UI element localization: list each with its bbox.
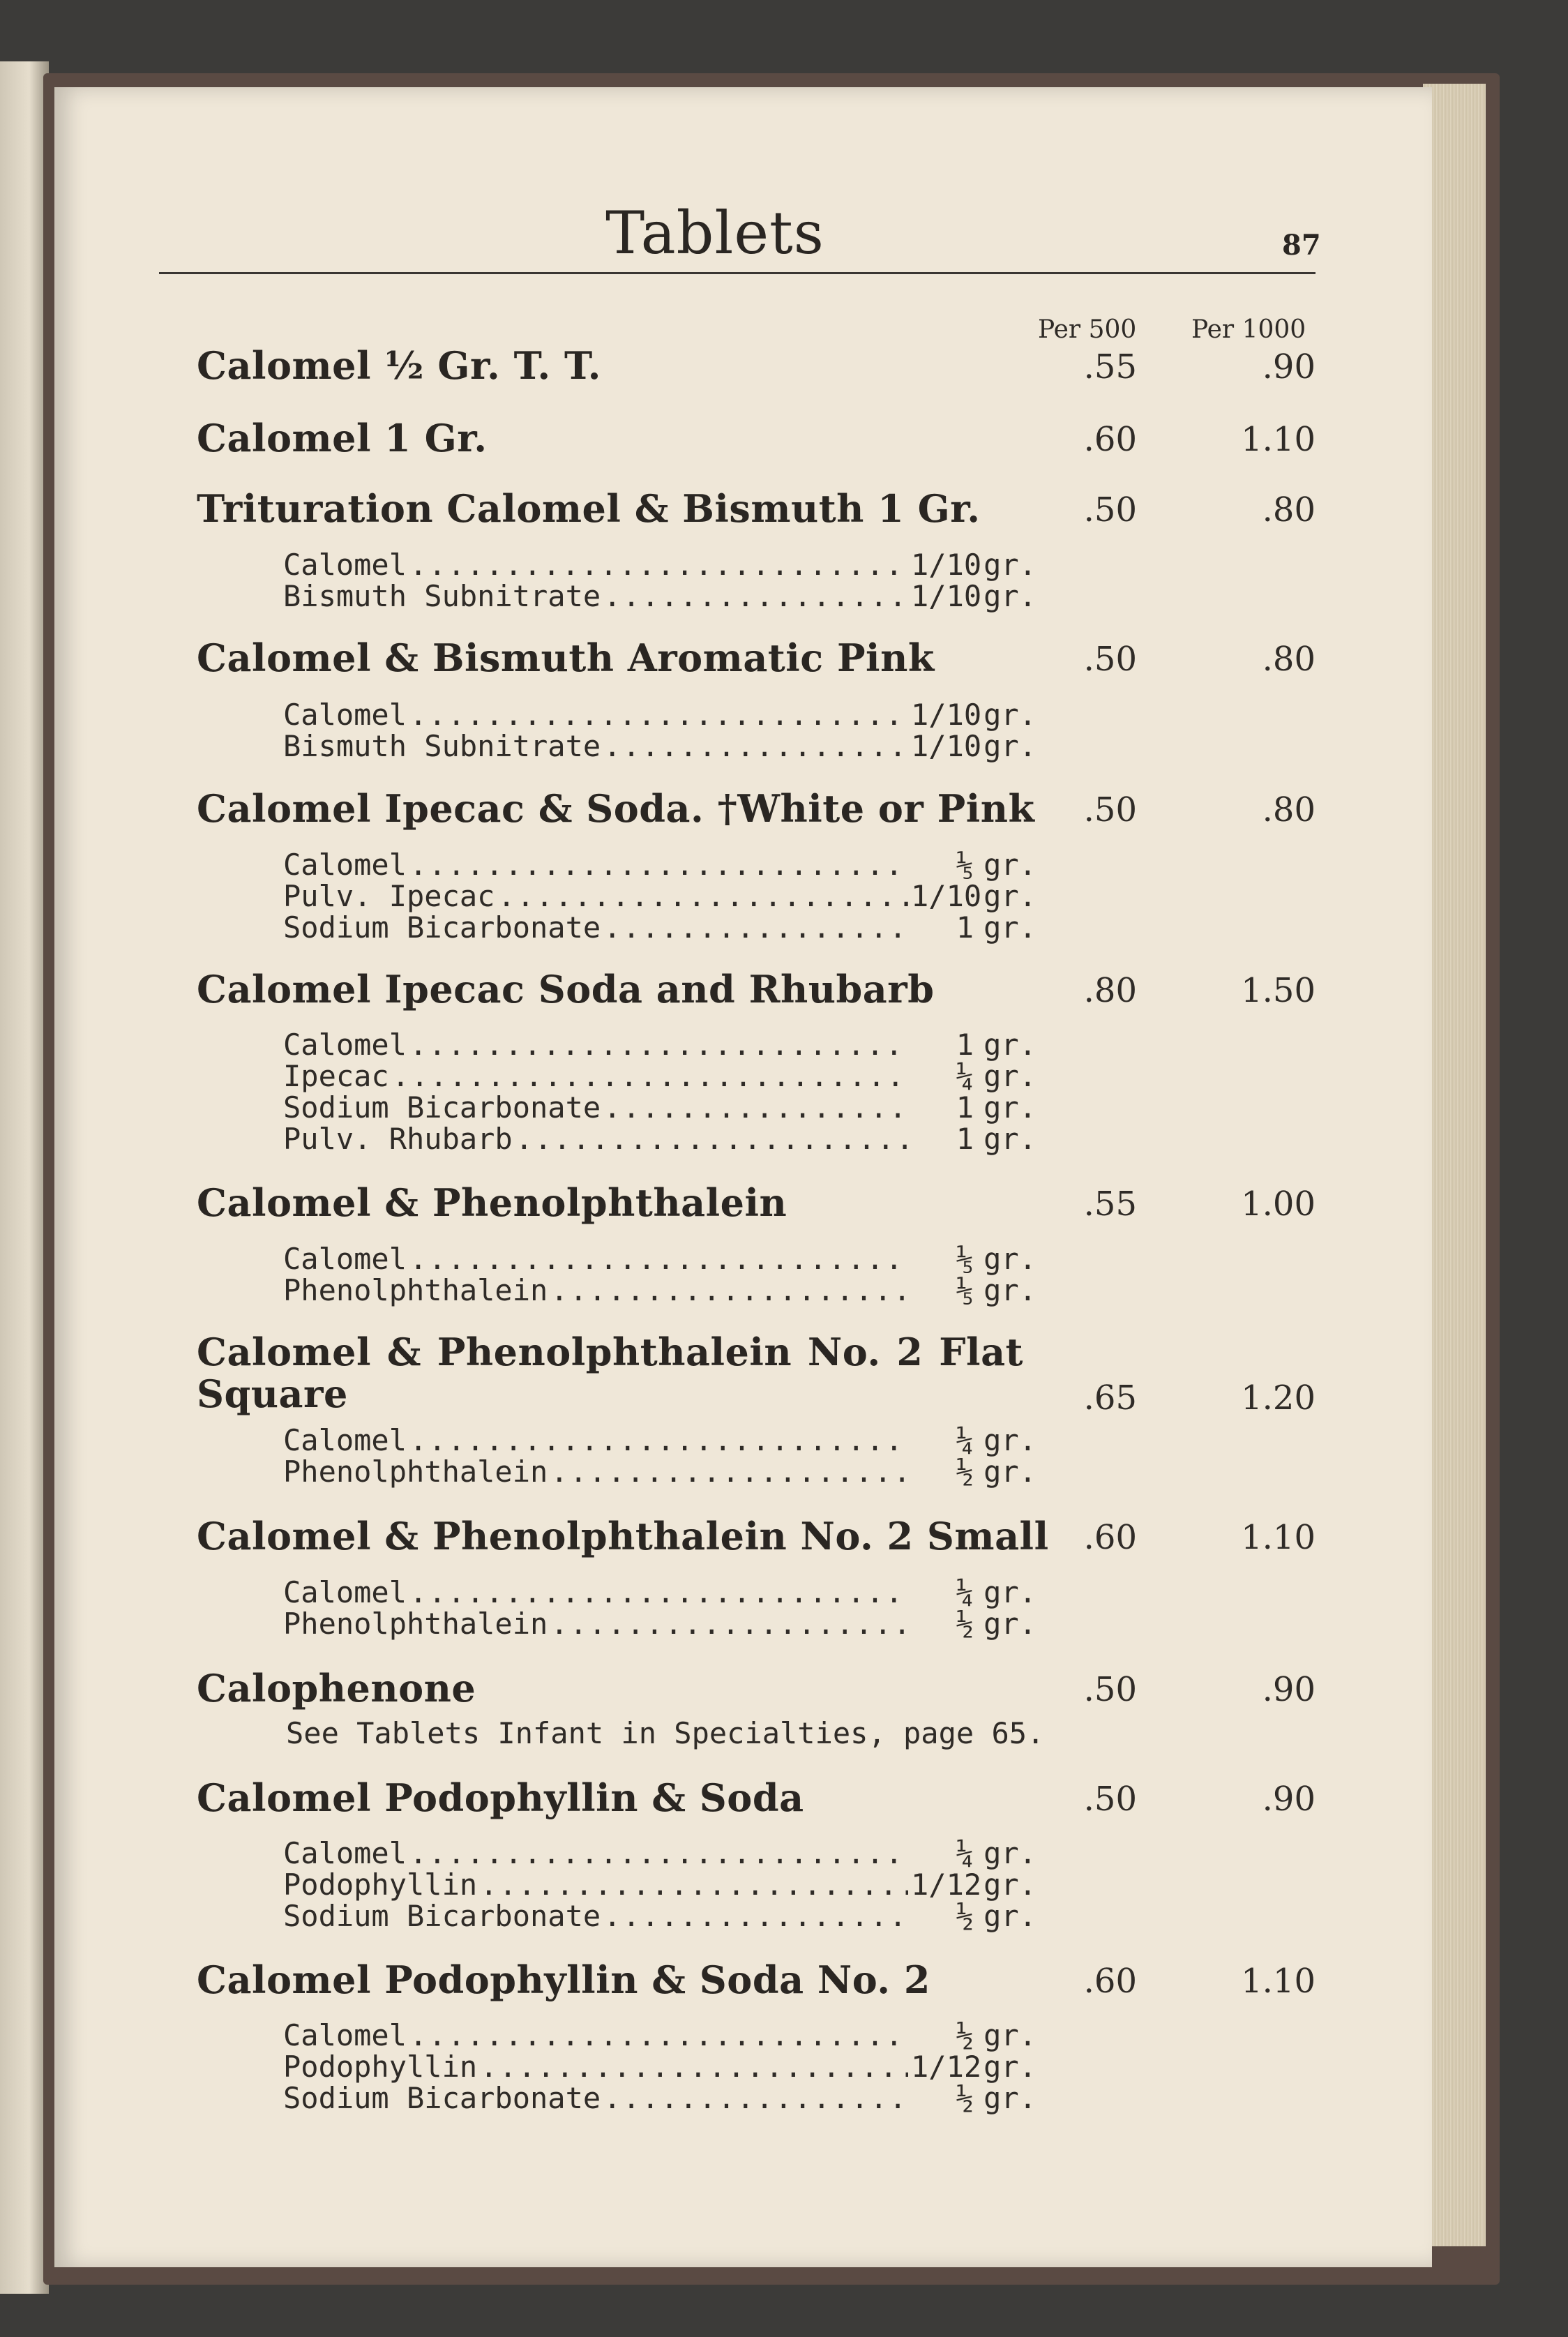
dot-leader	[515, 1122, 908, 1156]
ingredient-name: Calomel	[283, 2018, 407, 2052]
ingredient-amount: 1/10	[911, 729, 982, 763]
ingredient-unit: gr.	[983, 1455, 1036, 1489]
ingredient-unit: gr.	[983, 1836, 1036, 1870]
dot-leader	[550, 1607, 908, 1641]
column-header-per-500: Per 500	[1038, 315, 1137, 344]
price-per-1000: 1.10	[1241, 1518, 1316, 1557]
ingredient-row	[283, 848, 1036, 880]
dot-leader	[603, 910, 908, 945]
ingredient-row	[283, 1090, 1036, 1125]
ingredient-row	[283, 729, 1036, 761]
page-number: 87	[1282, 229, 1321, 262]
ingredient-amount: ½	[956, 2018, 974, 2052]
ingredient-name: Calomel	[283, 1836, 407, 1870]
entry-name: Calomel ½ Gr. T. T.	[197, 343, 601, 388]
ingredient-amount: 1	[956, 1028, 974, 1062]
ingredient-row	[283, 1836, 1036, 1868]
price-per-500: .50	[1083, 1780, 1137, 1819]
ingredient-row	[283, 579, 1036, 611]
ingredient-name: Calomel	[283, 1423, 407, 1457]
ingredient-name: Pulv. Ipecac	[283, 879, 495, 913]
ingredient-name: Pulv. Rhubarb	[283, 1122, 513, 1156]
dot-leader	[480, 1868, 908, 1902]
dot-leader	[409, 1028, 908, 1062]
entry-name: Calomel Ipecac Soda and Rhubarb	[197, 967, 935, 1012]
dot-leader	[603, 1899, 908, 1933]
ingredient-name: Ipecac	[283, 1059, 389, 1093]
ingredient-amount: ½	[956, 1899, 974, 1933]
entry-name: Trituration Calomel & Bismuth 1 Gr.	[197, 486, 981, 531]
ingredient-amount: 1	[956, 910, 974, 945]
entry-name: Calomel 1 Gr.	[197, 416, 488, 460]
dot-leader	[409, 1575, 908, 1609]
ingredient-row	[283, 1899, 1036, 1931]
price-per-500: .50	[1083, 490, 1137, 529]
ingredient-row	[283, 1242, 1036, 1274]
ingredient-row	[283, 1575, 1036, 1607]
ingredient-name: Calomel	[283, 548, 407, 582]
ingredient-amount: 1/12	[911, 1868, 982, 1902]
price-per-500: .55	[1083, 347, 1137, 386]
price-per-500: .50	[1083, 1670, 1137, 1709]
ingredient-unit: gr.	[983, 2018, 1036, 2052]
ingredient-name: Phenolphthalein	[283, 1273, 548, 1307]
ingredient-name: Bismuth Subnitrate	[283, 729, 601, 763]
ingredient-unit: gr.	[983, 1059, 1036, 1093]
page-edges	[1423, 84, 1486, 2246]
ingredient-amount: ¼	[956, 1423, 974, 1457]
ingredient-amount: 1/10	[911, 548, 982, 582]
price-per-1000: 1.10	[1241, 420, 1316, 459]
ingredient-unit: gr.	[983, 1575, 1036, 1609]
ingredient-amount: 1/12	[911, 2050, 982, 2084]
ingredient-row	[283, 1607, 1036, 1639]
ingredient-row	[283, 879, 1036, 911]
dot-leader	[603, 729, 908, 763]
entry-name: Calomel & Phenolphthalein	[197, 1180, 787, 1225]
ingredient-row	[283, 1868, 1036, 1900]
ingredient-row	[283, 2050, 1036, 2082]
facing-page-edge	[0, 61, 49, 2294]
ingredient-unit: gr.	[983, 729, 1036, 763]
ingredient-row	[283, 1028, 1036, 1060]
ingredient-name: Bismuth Subnitrate	[283, 579, 601, 613]
dot-leader	[603, 2081, 908, 2115]
price-per-500: .60	[1083, 1962, 1137, 2001]
price-per-1000: .80	[1262, 790, 1316, 829]
entry-note: See Tablets Infant in Specialties, page 65.	[286, 1716, 1045, 1750]
dot-leader	[409, 548, 908, 582]
ingredient-row	[283, 1455, 1036, 1487]
dot-leader	[603, 1090, 908, 1125]
ingredient-name: Calomel	[283, 1028, 407, 1062]
ingredient-unit: gr.	[983, 1868, 1036, 1902]
ingredient-amount: ⅕	[956, 1273, 974, 1307]
dot-leader	[409, 1242, 908, 1276]
entry-name: Calomel Ipecac & Soda. †White or Pink	[197, 786, 1035, 831]
entry-name: Calophenone	[197, 1666, 476, 1711]
ingredient-amount: ½	[956, 2081, 974, 2115]
ingredient-amount: 1/10	[911, 579, 982, 613]
entry-name: Calomel & Phenolphthalein No. 2 Small	[197, 1514, 1049, 1558]
ingredient-name: Sodium Bicarbonate	[283, 2081, 601, 2115]
ingredient-row	[283, 1122, 1036, 1154]
entry-name: Calomel & Bismuth Aromatic Pink	[197, 636, 935, 680]
ingredient-row	[283, 1273, 1036, 1305]
ingredient-name: Sodium Bicarbonate	[283, 1899, 601, 1933]
ingredient-amount: ⅕	[956, 1242, 974, 1276]
ingredient-unit: gr.	[983, 2050, 1036, 2084]
price-per-500: .55	[1083, 1185, 1137, 1224]
price-per-1000: 1.00	[1241, 1185, 1316, 1224]
ingredient-unit: gr.	[983, 698, 1036, 732]
price-per-500: .50	[1083, 790, 1137, 829]
ingredient-unit: gr.	[983, 1273, 1036, 1307]
ingredient-name: Sodium Bicarbonate	[283, 910, 601, 945]
price-per-500: .50	[1083, 640, 1137, 679]
price-per-1000: 1.50	[1241, 971, 1316, 1010]
ingredient-unit: gr.	[983, 2081, 1036, 2115]
ingredient-row	[283, 1423, 1036, 1455]
ingredient-unit: gr.	[983, 1607, 1036, 1641]
ingredient-row	[283, 2081, 1036, 2113]
price-per-1000: .90	[1262, 347, 1316, 386]
ingredient-amount: ¼	[956, 1575, 974, 1609]
dot-leader	[409, 848, 908, 882]
ingredient-amount: ⅕	[956, 848, 974, 882]
price-per-500: .60	[1083, 1518, 1137, 1557]
ingredient-amount: 1/10	[911, 698, 982, 732]
dot-leader	[497, 879, 908, 913]
ingredient-unit: gr.	[983, 910, 1036, 945]
price-per-1000: .80	[1262, 640, 1316, 679]
ingredient-amount: ¼	[956, 1836, 974, 1870]
ingredient-row	[283, 910, 1036, 945]
ingredient-name: Sodium Bicarbonate	[283, 1090, 601, 1125]
ingredient-amount: 1	[956, 1090, 974, 1125]
dot-leader	[550, 1273, 908, 1307]
ingredient-amount: 1	[956, 1122, 974, 1156]
ingredient-amount: 1/10	[911, 879, 982, 913]
ingredient-unit: gr.	[983, 1899, 1036, 1933]
ingredient-amount: ¼	[956, 1059, 974, 1093]
ingredient-unit: gr.	[983, 879, 1036, 913]
price-per-1000: 1.10	[1241, 1962, 1316, 2001]
ingredient-name: Calomel	[283, 698, 407, 732]
ingredient-name: Calomel	[283, 1242, 407, 1276]
ingredient-unit: gr.	[983, 548, 1036, 582]
ingredient-unit: gr.	[983, 848, 1036, 882]
ingredient-unit: gr.	[983, 1122, 1036, 1156]
column-header-per-1000: Per 1000	[1191, 315, 1306, 344]
ingredient-name: Phenolphthalein	[283, 1455, 548, 1489]
price-per-1000: 1.20	[1241, 1378, 1316, 1418]
entry-name: Calomel Podophyllin & Soda	[197, 1775, 804, 1820]
page-title: Tablets	[605, 199, 824, 267]
ingredient-unit: gr.	[983, 1028, 1036, 1062]
ingredient-row	[283, 2018, 1036, 2050]
ingredient-unit: gr.	[983, 1090, 1036, 1125]
ingredient-name: Podophyllin	[283, 2050, 478, 2084]
dot-leader	[409, 698, 908, 732]
ingredient-name: Podophyllin	[283, 1868, 478, 1902]
dot-leader	[409, 1836, 908, 1870]
ingredient-name: Phenolphthalein	[283, 1607, 548, 1641]
ingredient-name: Calomel	[283, 848, 407, 882]
dot-leader	[409, 1423, 908, 1457]
price-per-1000: .90	[1262, 1780, 1316, 1819]
ingredient-unit: gr.	[983, 1242, 1036, 1276]
ingredient-row	[283, 548, 1036, 580]
price-per-500: .60	[1083, 420, 1137, 459]
ingredient-amount: ½	[956, 1607, 974, 1641]
dot-leader	[480, 2050, 908, 2084]
price-per-500: .80	[1083, 971, 1137, 1010]
dot-leader	[392, 1059, 908, 1093]
header-rule	[159, 272, 1316, 274]
entry-name: Calomel & Phenolphthalein No. 2 Flat Square	[197, 1330, 1023, 1416]
dot-leader	[409, 2018, 908, 2052]
page	[54, 87, 1432, 2267]
dot-leader	[603, 579, 908, 613]
ingredient-name: Calomel	[283, 1575, 407, 1609]
price-per-1000: .80	[1262, 490, 1316, 529]
ingredient-row	[283, 1059, 1036, 1091]
ingredient-unit: gr.	[983, 1423, 1036, 1457]
entry-name: Calomel Podophyllin & Soda No. 2	[197, 1957, 930, 2002]
ingredient-unit: gr.	[983, 579, 1036, 613]
ingredient-row	[283, 698, 1036, 730]
ingredient-amount: ½	[956, 1455, 974, 1489]
dot-leader	[550, 1455, 908, 1489]
price-per-1000: .90	[1262, 1670, 1316, 1709]
price-per-500: .65	[1083, 1378, 1137, 1418]
